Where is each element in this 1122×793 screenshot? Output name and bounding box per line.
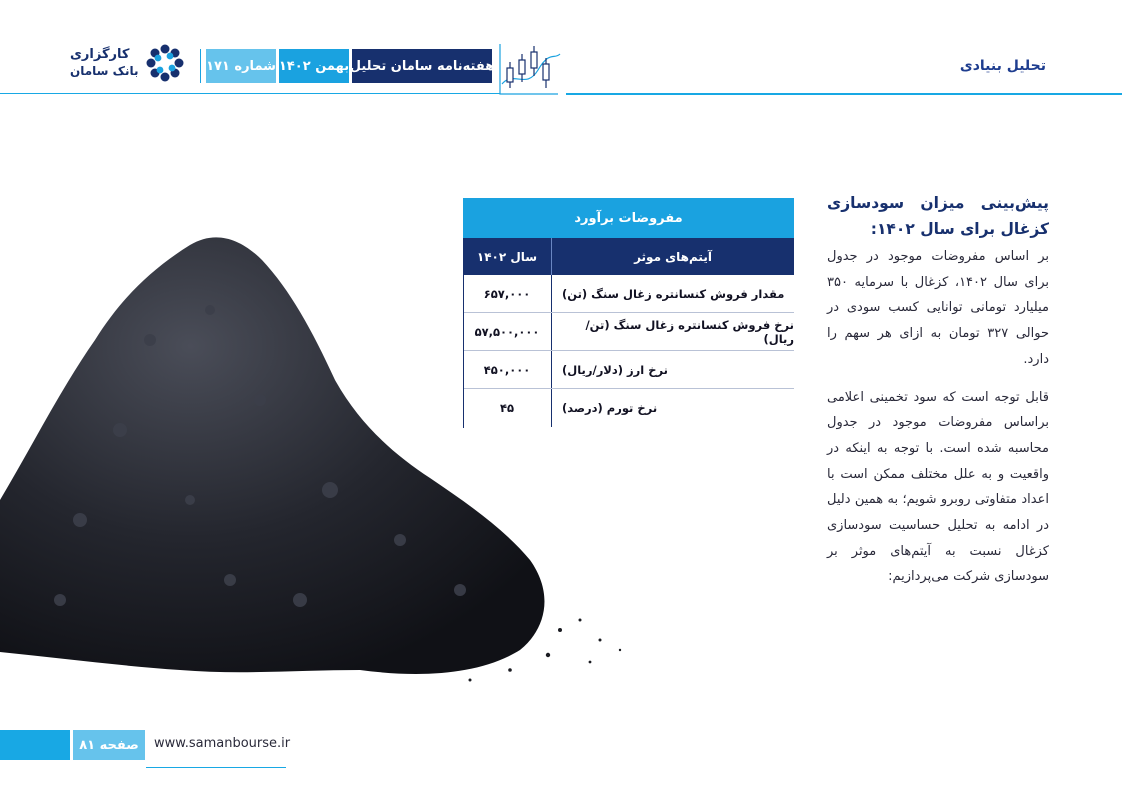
table-row xyxy=(463,351,794,389)
candlestick-chart-icon xyxy=(496,40,562,98)
article-paragraph-1: بر اساس مفروضات موجود در جدول برای سال ۱۴۰۲، کزغال با سرمایه ۳۵۰ میلیارد تومانی توانایی کسب سودی در حوالی ۳۲۷ تومان به ازای هر سهم را دارد. xyxy=(827,249,1050,367)
logo-text xyxy=(70,46,138,80)
row-item: مقدار فروش کنسانتره زغال سنگ (تن) xyxy=(562,286,785,301)
article-title: پیش‌بینی میزان سودسازی کزغال برای سال ۱۴۰۲: xyxy=(827,194,1049,238)
article-body xyxy=(827,190,1049,590)
header-rule-right xyxy=(566,93,1122,95)
table-header-row xyxy=(463,238,794,275)
flower-emblem-icon xyxy=(144,42,186,84)
saman-brokerage-logo xyxy=(70,42,186,84)
weekly-title-badge: هفته‌نامه سامان تحلیل xyxy=(352,49,492,83)
table-row xyxy=(463,313,794,351)
row-item: نرخ ارز (دلار/ریال) xyxy=(562,362,668,377)
logo-line2: بانک سامان xyxy=(70,64,139,78)
website-link[interactable]: www.samanbourse.ir xyxy=(154,736,291,751)
issue-badge: شماره ۱۷۱ xyxy=(206,49,276,83)
column-header-year: سال ۱۴۰۲ xyxy=(463,238,552,275)
row-item: نرخ فروش کنسانتره زغال سنگ (تن/ریال) xyxy=(585,317,794,346)
month-badge: بهمن ۱۴۰۲ xyxy=(279,49,349,83)
page-number-badge: صفحه ۸۱ xyxy=(73,730,145,760)
table-left-edge xyxy=(463,275,464,428)
row-value: ۶۵۷,۰۰۰ xyxy=(463,275,552,312)
row-item: نرخ تورم (درصد) xyxy=(562,401,658,415)
footer-rule xyxy=(146,767,286,768)
row-value: ۴۵۰,۰۰۰ xyxy=(463,351,552,388)
table-row xyxy=(463,275,794,313)
section-label: تحلیل بنیادی xyxy=(959,58,1046,74)
logo-line1: کارگزاری xyxy=(70,47,130,62)
row-value: ۵۷,۵۰۰,۰۰۰ xyxy=(463,313,552,350)
footer-accent-bar xyxy=(0,730,70,760)
header-rule-left xyxy=(0,93,500,94)
assumptions-table xyxy=(463,198,794,427)
row-value: ۴۵ xyxy=(463,389,552,427)
table-title: مفروضات برآورد xyxy=(463,198,794,238)
column-header-item: آیتم‌های موثر xyxy=(634,249,712,264)
article-paragraph-2: قابل توجه است که سود تخمینی اعلامی براساس مفروضات موجود در جدول محاسبه شده است. با توجه به اینکه در واقعیت و به علل مختلف ممکن است با اعداد متفاوتی روبرو شویم؛ به همین دلیل در ادامه به تحلیل حساسیت سودسازی کزغال نسبت به آیتم‌های موثر بر سودسازی شرکت می‌پردازیم: xyxy=(827,389,1049,585)
header-separator xyxy=(200,49,201,83)
table-row xyxy=(463,389,794,427)
